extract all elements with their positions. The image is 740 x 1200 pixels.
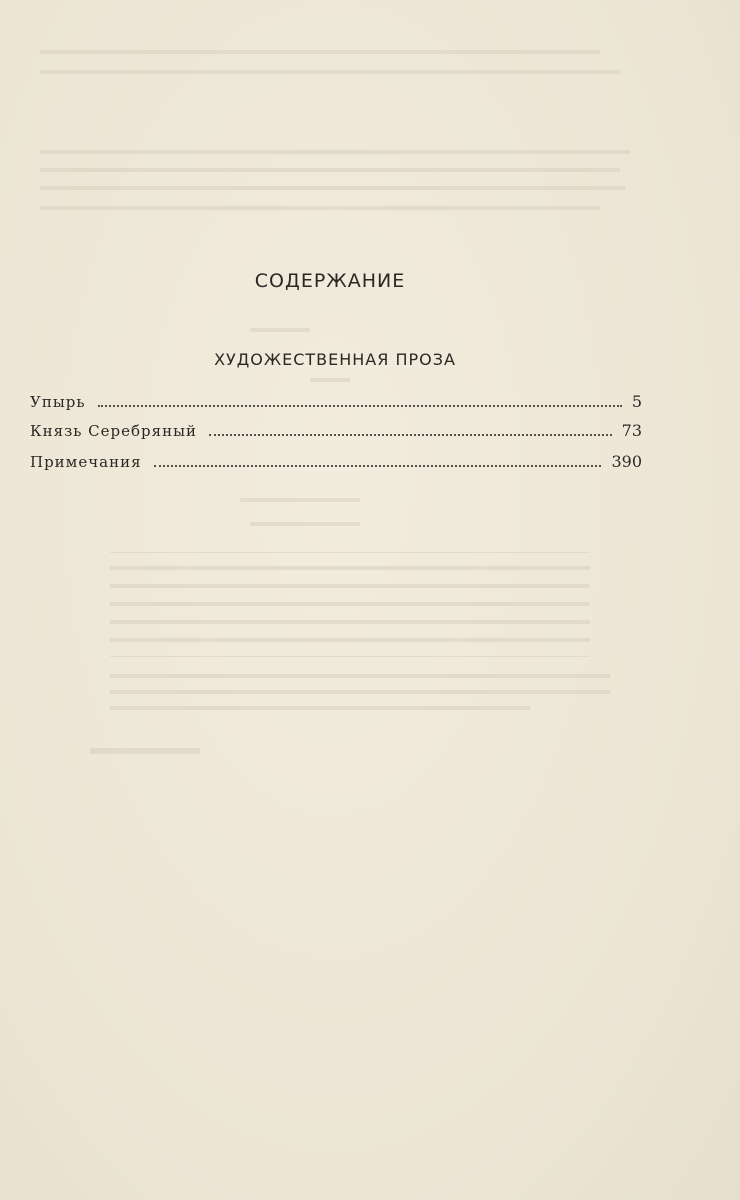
toc-entry-title: Примечания (30, 453, 142, 471)
toc-entry-title: Князь Серебряный (30, 422, 198, 440)
dot-leader (209, 433, 612, 436)
dot-leader (98, 404, 622, 407)
toc-entry[interactable] (30, 452, 642, 471)
toc-entry-page: 5 (631, 392, 642, 411)
toc-entry[interactable] (30, 392, 642, 411)
contents-title: СОДЕРЖАНИЕ (254, 270, 406, 292)
toc-entry-title: Упырь (30, 393, 86, 411)
toc-entry-page: 390 (611, 452, 642, 471)
toc-entry[interactable] (30, 421, 642, 440)
section-title: ХУДОЖЕСТВЕННАЯ ПРОЗА (214, 350, 456, 369)
dot-leader (154, 464, 602, 467)
toc-entry-page: 73 (621, 421, 642, 440)
table-of-contents (30, 380, 642, 471)
